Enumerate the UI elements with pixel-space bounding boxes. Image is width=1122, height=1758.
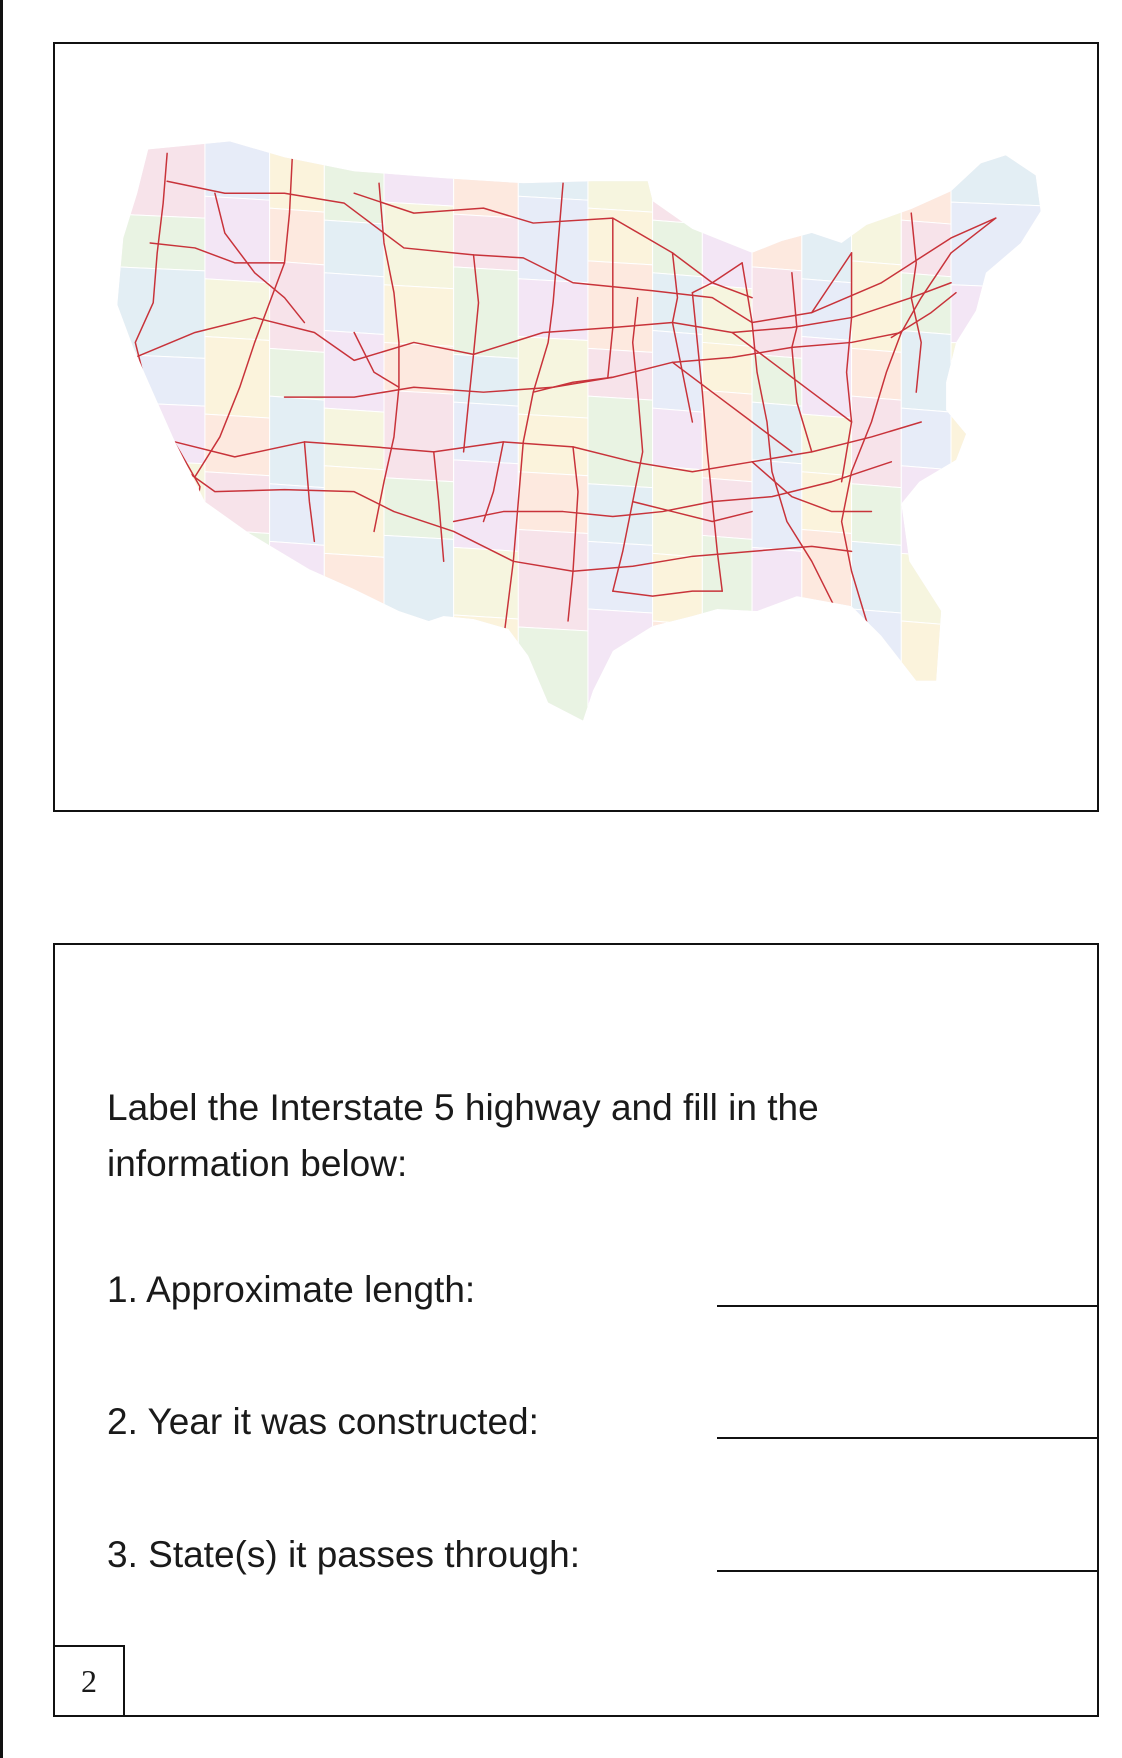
state-region xyxy=(852,541,902,613)
state-region xyxy=(270,541,325,613)
state-region xyxy=(951,633,1050,734)
state-region xyxy=(653,331,703,413)
question-label: 2. Year it was constructed: xyxy=(107,1401,539,1442)
state-region xyxy=(518,627,588,734)
state-region xyxy=(951,285,1050,347)
state-region xyxy=(454,267,519,359)
worksheet-instruction: Label the Interstate 5 highway and fill in the information below: xyxy=(107,1087,819,1184)
state-region xyxy=(901,621,951,734)
state-region xyxy=(852,134,902,213)
state-region xyxy=(115,402,205,464)
state-region xyxy=(852,396,902,488)
state-region xyxy=(653,621,703,734)
state-region xyxy=(802,196,852,283)
state-region xyxy=(752,267,802,359)
state-region xyxy=(324,273,384,335)
state-region xyxy=(653,553,703,625)
us-interstate-map-panel xyxy=(53,42,1099,812)
us-interstate-map xyxy=(55,44,1097,810)
state-region xyxy=(588,134,653,213)
state-region xyxy=(324,408,384,470)
page-number: 2 xyxy=(53,1645,125,1717)
state-region xyxy=(852,348,902,400)
state-region xyxy=(384,134,454,207)
state-region xyxy=(518,134,588,201)
state-region xyxy=(901,273,951,335)
question-label: 3. State(s) it passes through: xyxy=(107,1534,581,1575)
state-region xyxy=(205,529,270,630)
state-region xyxy=(702,342,752,394)
state-region xyxy=(518,196,588,283)
state-region xyxy=(324,621,384,734)
state-region xyxy=(324,331,384,413)
question-row-states xyxy=(107,1530,1057,1580)
state-region xyxy=(752,615,802,734)
state-region xyxy=(951,390,1050,482)
state-region xyxy=(270,134,325,213)
state-region xyxy=(653,134,703,225)
state-region xyxy=(270,484,325,546)
state-region xyxy=(951,535,1050,636)
state-region xyxy=(951,202,1050,289)
page-edge-line xyxy=(0,0,3,1758)
state-region xyxy=(852,609,902,734)
state-region xyxy=(518,529,588,630)
state-region xyxy=(901,220,951,277)
state-region xyxy=(205,627,270,734)
state-region xyxy=(384,478,454,540)
state-region xyxy=(384,202,454,289)
state-region xyxy=(951,478,1050,540)
state-region xyxy=(901,466,951,558)
answer-blank-length[interactable] xyxy=(717,1305,1097,1307)
state-region xyxy=(588,261,653,353)
question-row-year xyxy=(107,1397,1057,1447)
state-region xyxy=(205,196,270,283)
state-region xyxy=(270,609,325,734)
state-region xyxy=(115,547,205,619)
state-region xyxy=(115,615,205,734)
state-region xyxy=(752,214,802,271)
state-region xyxy=(901,331,951,413)
state-region xyxy=(901,408,951,470)
answer-blank-states[interactable] xyxy=(717,1570,1097,1572)
state-region xyxy=(951,134,1050,207)
state-region xyxy=(653,273,703,335)
state-region xyxy=(802,529,852,630)
state-region xyxy=(324,553,384,625)
state-region xyxy=(588,609,653,734)
state-region xyxy=(384,342,454,394)
state-region xyxy=(901,553,951,625)
state-region xyxy=(454,214,519,271)
state-region xyxy=(115,460,205,552)
state-region xyxy=(852,484,902,546)
state-region xyxy=(518,336,588,418)
state-region xyxy=(802,336,852,418)
state-region xyxy=(324,466,384,558)
state-regions xyxy=(115,134,1050,735)
state-region xyxy=(702,285,752,347)
state-region xyxy=(802,134,852,201)
question-label: 1. Approximate length: xyxy=(107,1269,476,1310)
state-region xyxy=(384,633,454,734)
state-region xyxy=(115,134,205,219)
state-region xyxy=(702,478,752,540)
state-region xyxy=(951,342,1050,394)
state-region xyxy=(588,348,653,400)
state-region xyxy=(270,208,325,265)
state-region xyxy=(454,615,519,734)
state-region xyxy=(588,396,653,488)
state-region xyxy=(802,279,852,341)
state-region xyxy=(270,261,325,353)
state-region xyxy=(653,220,703,277)
state-region xyxy=(852,208,902,265)
state-region xyxy=(901,134,951,225)
state-region xyxy=(752,460,802,552)
state-region xyxy=(802,627,852,734)
state-region xyxy=(653,408,703,470)
state-region xyxy=(270,348,325,400)
answer-blank-year[interactable] xyxy=(717,1437,1097,1439)
state-region xyxy=(454,460,519,552)
question-row-length xyxy=(107,1265,1057,1315)
state-region xyxy=(702,633,752,734)
state-region xyxy=(205,336,270,418)
state-region xyxy=(454,402,519,464)
state-region xyxy=(752,134,802,219)
state-region xyxy=(205,472,270,534)
worksheet-panel xyxy=(53,943,1099,1717)
state-region xyxy=(115,267,205,359)
state-region xyxy=(205,279,270,341)
state-region xyxy=(702,535,752,636)
state-region xyxy=(115,354,205,406)
state-region xyxy=(324,220,384,277)
state-region xyxy=(270,396,325,488)
state-region xyxy=(454,354,519,406)
state-region xyxy=(752,547,802,619)
state-region xyxy=(588,541,653,613)
state-region xyxy=(205,134,270,201)
state-region xyxy=(702,134,752,207)
state-region xyxy=(454,134,519,219)
